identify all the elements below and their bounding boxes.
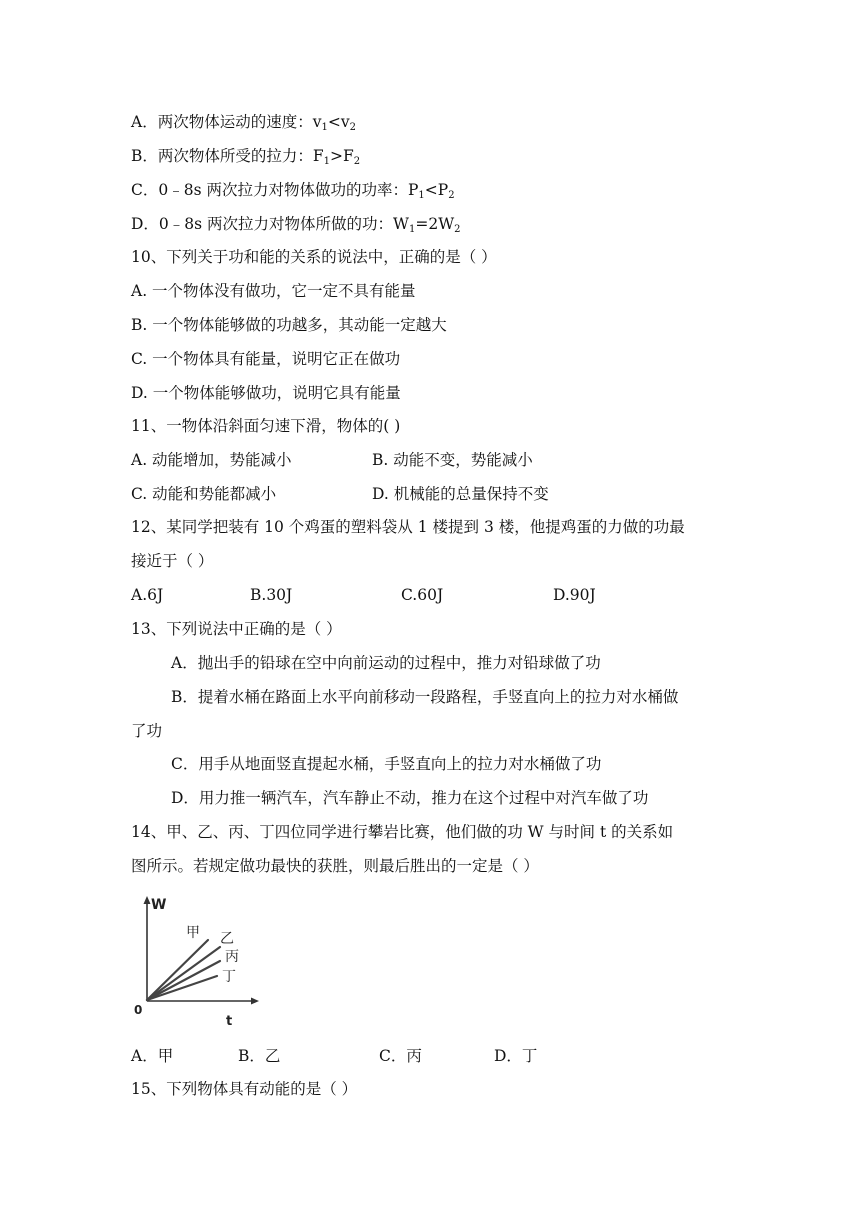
q10-option-c: C. 一个物体具有能量，说明它正在做功 — [131, 350, 401, 368]
w-axis-arrow — [144, 896, 151, 904]
q11-option-b: B. 动能不变，势能减小 — [372, 451, 533, 469]
q10-stem: 10、下列关于功和能的关系的说法中，正确的是（ ） — [131, 248, 497, 266]
t-axis-label: t — [226, 1014, 233, 1029]
q14-option-b: B．乙 — [238, 1047, 281, 1065]
q13-option-a: A．抛出手的铅球在空中向前运动的过程中，推力对铅球做了功 — [171, 654, 601, 672]
q10-option-d: D. 一个物体能够做功，说明它具有能量 — [131, 384, 401, 402]
q10-option-a: A. 一个物体没有做功，它一定不具有能量 — [131, 282, 416, 300]
q14-stem-line1: 14、甲、乙、丙、丁四位同学进行攀岩比赛，他们做的功 W 与时间 t 的关系如 — [131, 823, 674, 841]
q11-option-a: A. 动能增加，势能减小 — [131, 451, 292, 469]
q11-stem: 11、一物体沿斜面匀速下滑，物体的( ) — [131, 417, 401, 435]
q11-option-d: D. 机械能的总量保持不变 — [372, 485, 549, 503]
q12-option-a: A.6J — [131, 586, 164, 604]
origin-label: 0 — [134, 1003, 143, 1017]
label-jia: 甲 — [186, 925, 200, 941]
t-axis-arrow — [251, 998, 259, 1005]
q13-stem: 13、下列说法中正确的是（ ） — [131, 620, 342, 638]
w-axis-label: W — [151, 897, 167, 913]
line-jia — [147, 940, 208, 1000]
q13-option-b-line1: B．提着水桶在路面上水平向前移动一段路程，手竖直向上的拉力对水桶做 — [171, 688, 679, 706]
q12-option-b: B.30J — [250, 586, 293, 604]
line-yi — [147, 947, 220, 1000]
q13-option-c: C．用手从地面竖直提起水桶，手竖直向上的拉力对水桶做了功 — [171, 755, 602, 773]
label-ding: 丁 — [222, 969, 236, 985]
q15-stem: 15、下列物体具有动能的是（ ） — [131, 1080, 358, 1098]
q14-option-d: D．丁 — [494, 1047, 538, 1065]
q12-stem-line1: 12、某同学把装有 10 个鸡蛋的塑料袋从 1 楼提到 3 楼，他提鸡蛋的力做的功最 — [131, 518, 685, 536]
label-bing: 丙 — [225, 949, 239, 965]
work-time-graph — [128, 893, 268, 1033]
q12-option-c: C.60J — [401, 586, 444, 604]
q9-option-c: C．0﹣8s 两次拉力对物体做功的功率：$P_1<P_2$ — [131, 181, 455, 201]
q11-option-c: C. 动能和势能都减小 — [131, 485, 277, 503]
q14-option-c: C．丙 — [379, 1047, 422, 1065]
line-ding — [147, 976, 217, 1000]
q12-stem-line2: 接近于（ ） — [131, 552, 214, 570]
q9-option-b: B．两次物体所受的拉力：$F_1>F_2$ — [131, 147, 361, 167]
q12-option-d: D.90J — [553, 586, 596, 604]
q9-option-a: A．两次物体运动的速度：$v_1<v_2$ — [131, 113, 356, 133]
q14-option-a: A．甲 — [131, 1047, 174, 1065]
q13-option-b-line2: 了功 — [131, 722, 163, 740]
q13-option-d: D．用力推一辆汽车，汽车静止不动，推力在这个过程中对汽车做了功 — [171, 789, 649, 807]
label-yi: 乙 — [220, 931, 234, 947]
line-bing — [147, 961, 220, 1000]
q10-option-b: B. 一个物体能够做的功越多，其动能一定越大 — [131, 316, 447, 334]
q9-option-d: D．0﹣8s 两次拉力对物体所做的功：$W_1=2W_2$ — [131, 215, 461, 235]
q14-stem-line2: 图所示。若规定做功最快的获胜，则最后胜出的一定是（ ） — [131, 857, 539, 875]
